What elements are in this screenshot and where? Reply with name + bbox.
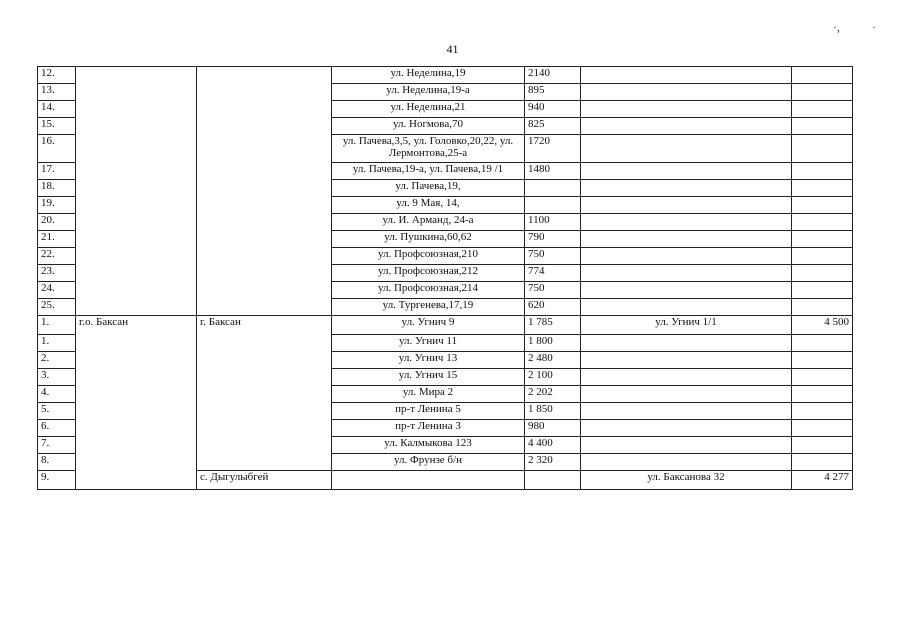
street-cell: пр-т Ленина 5 bbox=[332, 403, 525, 420]
value-cell: 2 320 bbox=[525, 454, 581, 471]
total-cell bbox=[792, 101, 853, 118]
target-address-cell bbox=[581, 163, 792, 180]
row-number: 18. bbox=[38, 180, 76, 197]
target-address-cell bbox=[581, 437, 792, 454]
street-cell: ул. Пачева,19, bbox=[332, 180, 525, 197]
row-number: 14. bbox=[38, 101, 76, 118]
target-address-cell bbox=[581, 197, 792, 214]
street-cell: ул. Угнич 15 bbox=[332, 369, 525, 386]
target-address-cell bbox=[581, 282, 792, 299]
target-address-cell bbox=[581, 135, 792, 163]
total-cell bbox=[792, 299, 853, 316]
total-cell bbox=[792, 180, 853, 197]
value-cell: 1 850 bbox=[525, 403, 581, 420]
total-cell bbox=[792, 248, 853, 265]
value-cell: 1 785 bbox=[525, 316, 581, 335]
target-address-cell bbox=[581, 180, 792, 197]
street-cell: ул. Пушкина,60,62 bbox=[332, 231, 525, 248]
row-number: 21. bbox=[38, 231, 76, 248]
row-number: 19. bbox=[38, 197, 76, 214]
locality-cell bbox=[197, 67, 332, 316]
row-number: 6. bbox=[38, 420, 76, 437]
row-number: 23. bbox=[38, 265, 76, 282]
value-cell bbox=[525, 180, 581, 197]
value-cell: 1480 bbox=[525, 163, 581, 180]
total-cell bbox=[792, 369, 853, 386]
value-cell: 2 202 bbox=[525, 386, 581, 403]
table-row bbox=[38, 316, 853, 335]
target-address-cell bbox=[581, 67, 792, 84]
total-cell: 4 500 bbox=[792, 316, 853, 335]
total-cell bbox=[792, 84, 853, 101]
row-number: 3. bbox=[38, 369, 76, 386]
value-cell: 750 bbox=[525, 282, 581, 299]
street-cell: ул. Угнич 11 bbox=[332, 335, 525, 352]
row-number: 9. bbox=[38, 471, 76, 490]
total-cell bbox=[792, 231, 853, 248]
scan-mark: · bbox=[872, 20, 876, 34]
value-cell: 1100 bbox=[525, 214, 581, 231]
value-cell bbox=[525, 471, 581, 490]
row-number: 15. bbox=[38, 118, 76, 135]
value-cell bbox=[525, 197, 581, 214]
total-cell bbox=[792, 352, 853, 369]
locality-cell: с. Дыгулыбгей bbox=[197, 471, 332, 490]
target-address-cell bbox=[581, 403, 792, 420]
street-cell: ул. Ногмова,70 bbox=[332, 118, 525, 135]
street-cell: ул. Фрунзе б/н bbox=[332, 454, 525, 471]
row-number: 1. bbox=[38, 316, 76, 335]
row-number: 25. bbox=[38, 299, 76, 316]
target-address-cell bbox=[581, 231, 792, 248]
total-cell bbox=[792, 282, 853, 299]
page-number: 41 bbox=[446, 42, 459, 56]
row-number: 20. bbox=[38, 214, 76, 231]
target-address-cell bbox=[581, 118, 792, 135]
value-cell: 940 bbox=[525, 101, 581, 118]
row-number: 1. bbox=[38, 335, 76, 352]
total-cell bbox=[792, 437, 853, 454]
total-cell bbox=[792, 265, 853, 282]
street-cell: пр-т Ленина 3 bbox=[332, 420, 525, 437]
street-cell: ул. 9 Мая, 14, bbox=[332, 197, 525, 214]
target-address-cell bbox=[581, 369, 792, 386]
street-cell: ул. Угнич 9 bbox=[332, 316, 525, 335]
target-address-cell bbox=[581, 352, 792, 369]
street-cell: ул. Мира 2 bbox=[332, 386, 525, 403]
value-cell: 2 100 bbox=[525, 369, 581, 386]
street-cell bbox=[332, 471, 525, 490]
value-cell: 790 bbox=[525, 231, 581, 248]
street-cell: ул. Пачева,3,5, ул. Головко,20,22, ул. Лермонтова,25-а bbox=[332, 135, 525, 163]
street-cell: ул. Неделина,21 bbox=[332, 101, 525, 118]
target-address-cell bbox=[581, 420, 792, 437]
row-number: 17. bbox=[38, 163, 76, 180]
locality-cell: г. Баксан bbox=[197, 316, 332, 471]
row-number: 7. bbox=[38, 437, 76, 454]
target-address-cell bbox=[581, 214, 792, 231]
street-cell: ул. И. Арманд, 24-а bbox=[332, 214, 525, 231]
value-cell: 774 bbox=[525, 265, 581, 282]
street-cell: ул. Тургенева,17,19 bbox=[332, 299, 525, 316]
target-address-cell bbox=[581, 101, 792, 118]
target-address-cell bbox=[581, 84, 792, 101]
table-row bbox=[38, 67, 853, 84]
district-cell: г.о. Баксан bbox=[76, 316, 197, 490]
value-cell: 825 bbox=[525, 118, 581, 135]
value-cell: 2 480 bbox=[525, 352, 581, 369]
street-cell: ул. Угнич 13 bbox=[332, 352, 525, 369]
row-number: 2. bbox=[38, 352, 76, 369]
target-address-cell bbox=[581, 335, 792, 352]
total-cell bbox=[792, 386, 853, 403]
total-cell bbox=[792, 454, 853, 471]
district-cell bbox=[76, 67, 197, 316]
total-cell bbox=[792, 335, 853, 352]
target-address-cell bbox=[581, 454, 792, 471]
address-table bbox=[37, 66, 853, 490]
total-cell: 4 277 bbox=[792, 471, 853, 490]
value-cell: 620 bbox=[525, 299, 581, 316]
street-cell: ул. Калмыкова 123 bbox=[332, 437, 525, 454]
value-cell: 2140 bbox=[525, 67, 581, 84]
target-address-cell bbox=[581, 248, 792, 265]
total-cell bbox=[792, 403, 853, 420]
street-cell: ул. Пачева,19-а, ул. Пачева,19 /1 bbox=[332, 163, 525, 180]
total-cell bbox=[792, 118, 853, 135]
target-address-cell: ул. Угнич 1/1 bbox=[581, 316, 792, 335]
total-cell bbox=[792, 163, 853, 180]
scan-mark: ·, bbox=[833, 20, 840, 34]
row-number: 16. bbox=[38, 135, 76, 163]
total-cell bbox=[792, 197, 853, 214]
street-cell: ул. Неделина,19 bbox=[332, 67, 525, 84]
total-cell bbox=[792, 67, 853, 84]
row-number: 24. bbox=[38, 282, 76, 299]
target-address-cell: ул. Баксанова 32 bbox=[581, 471, 792, 490]
value-cell: 1720 bbox=[525, 135, 581, 163]
street-cell: ул. Профсоюзная,210 bbox=[332, 248, 525, 265]
value-cell: 750 bbox=[525, 248, 581, 265]
total-cell bbox=[792, 135, 853, 163]
row-number: 22. bbox=[38, 248, 76, 265]
row-number: 8. bbox=[38, 454, 76, 471]
value-cell: 895 bbox=[525, 84, 581, 101]
value-cell: 4 400 bbox=[525, 437, 581, 454]
street-cell: ул. Профсоюзная,214 bbox=[332, 282, 525, 299]
row-number: 13. bbox=[38, 84, 76, 101]
street-cell: ул. Неделина,19-а bbox=[332, 84, 525, 101]
target-address-cell bbox=[581, 265, 792, 282]
value-cell: 980 bbox=[525, 420, 581, 437]
target-address-cell bbox=[581, 299, 792, 316]
value-cell: 1 800 bbox=[525, 335, 581, 352]
total-cell bbox=[792, 214, 853, 231]
target-address-cell bbox=[581, 386, 792, 403]
row-number: 4. bbox=[38, 386, 76, 403]
row-number: 5. bbox=[38, 403, 76, 420]
street-cell: ул. Профсоюзная,212 bbox=[332, 265, 525, 282]
total-cell bbox=[792, 420, 853, 437]
row-number: 12. bbox=[38, 67, 76, 84]
